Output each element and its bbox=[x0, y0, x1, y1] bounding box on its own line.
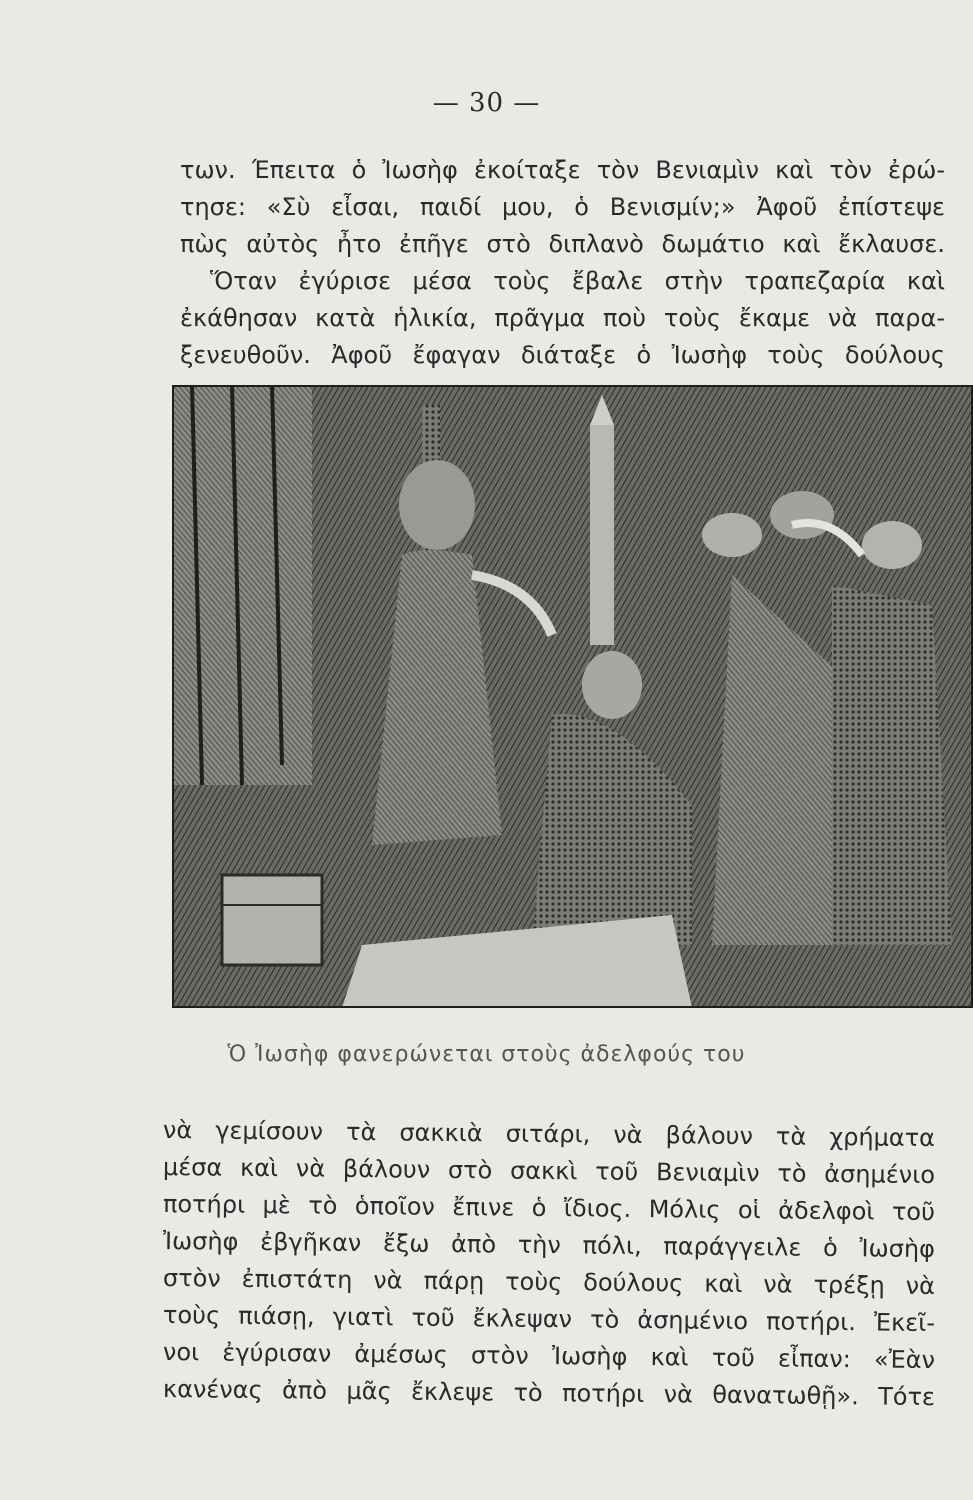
text-line: τοὺς πιάσῃ, γιατὶ τοῦ ἔκλεψαν τὸ ἀσημένιο ποτήρι. Ἐκεῖ- bbox=[162, 1301, 936, 1338]
bottom-paragraph bbox=[162, 1112, 936, 1412]
text-line: ποτήρι μὲ τὸ ὁποῖον ἔπινε ὁ ἴδιος. Μόλις οἱ ἀδελφοὶ τοῦ bbox=[162, 1190, 936, 1227]
text-line: ἐκάθησαν κατὰ ἡλικία, πρᾶγμα ποὺ τοὺς ἔκαμε νὰ παρα- bbox=[180, 304, 945, 332]
text-line: των. Έπειτα ὁ Ἰωσὴφ ἐκοίταξε τὸν Βενιαμὶν καὶ τὸν ἐρώ- bbox=[180, 156, 945, 184]
text-line: Ὅταν ἐγύρισε μέσα τοὺς ἔβαλε στὴν τραπεζαρία καὶ bbox=[210, 267, 945, 295]
top-paragraph bbox=[180, 152, 945, 374]
text-line: μέσα καὶ νὰ βάλουν στὸ σακκὶ τοῦ Βενιαμὶν τὸ ἀσημένιο bbox=[162, 1153, 936, 1190]
text-line: τησε: «Σὺ εἶσαι, παιδί μου, ὁ Βενισμίν;» Ἀφοῦ ἐπίστεψε bbox=[180, 193, 945, 221]
text-line: Ἰωσὴφ ἐβγῆκαν ἔξω ἀπὸ τὴν πόλι, παράγγειλε ὁ Ἰωσὴφ bbox=[162, 1227, 936, 1264]
text-line: πὼς αὐτὸς ἦτο ἐπῆγε στὸ διπλανὸ δωμάτιο καὶ ἔκλαυσε. bbox=[180, 230, 945, 258]
text-line: κανένας ἀπὸ μᾶς ἔκλεψε τὸ ποτήρι νὰ θανατωθῇ». Τότε bbox=[162, 1375, 936, 1412]
figure-caption: Ὁ Ἰωσὴφ φανερώνεται στοὺς ἀδελφούς του bbox=[227, 1042, 746, 1067]
text-line: νὰ γεμίσουν τὰ σακκιὰ σιτάρι, νὰ βάλουν τὰ χρήματα bbox=[162, 1116, 936, 1153]
page-number: — 30 — bbox=[432, 88, 541, 118]
illustration bbox=[172, 385, 973, 1008]
text-line: ξενευθοῦν. Ἀφοῦ ἔφαγαν διάταξε ὁ Ἰωσὴφ τοὺς δούλους bbox=[180, 341, 945, 369]
text-line: νοι ἐγύρισαν ἀμέσως στὸν Ἰωσὴφ καὶ τοῦ εἶπαν: «Ἐὰν bbox=[162, 1338, 936, 1375]
text-line: στὸν ἐπιστάτη νὰ πάρῃ τοὺς δούλους καὶ νὰ τρέξῃ νὰ bbox=[162, 1264, 936, 1301]
